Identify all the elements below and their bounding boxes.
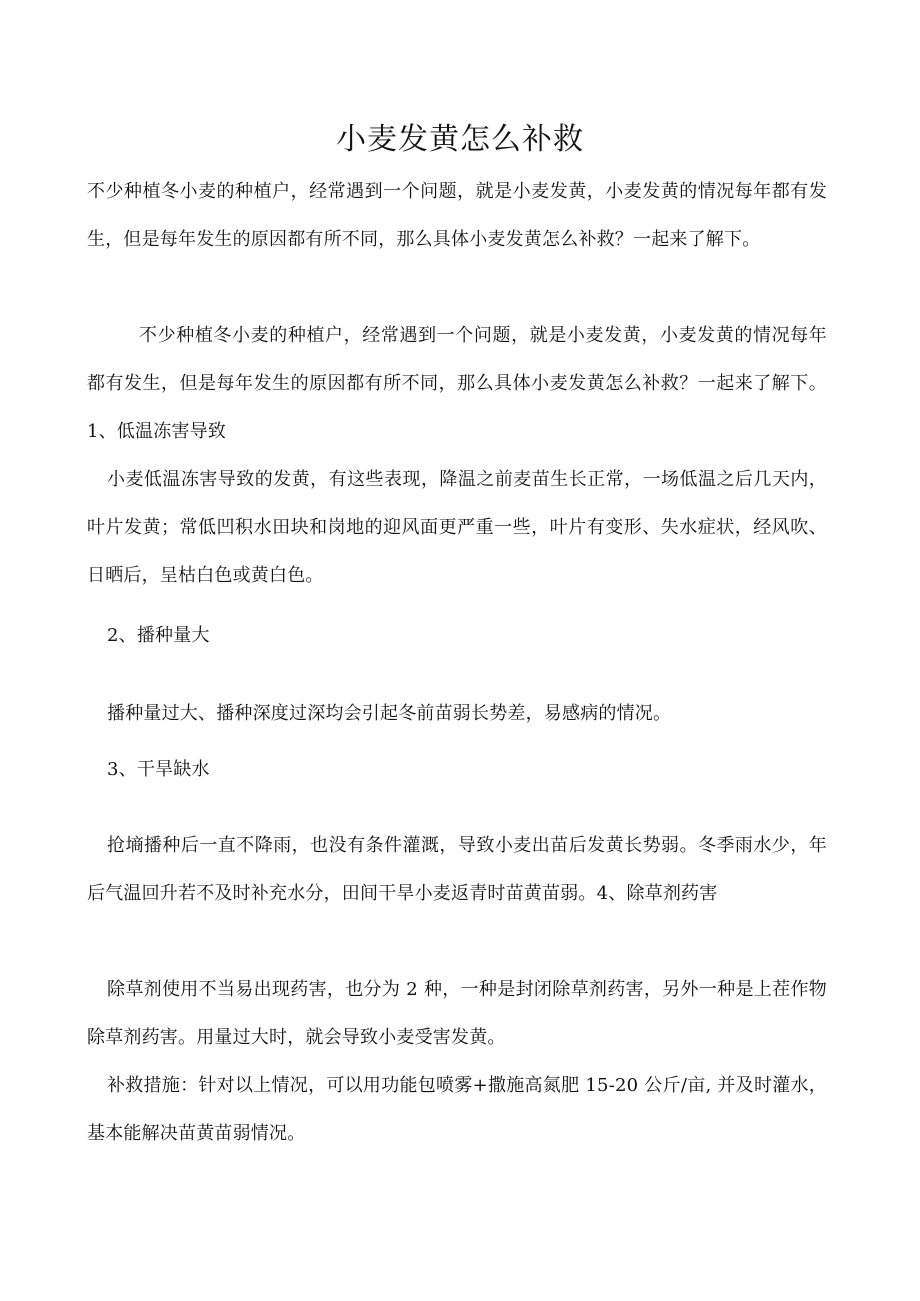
low-temperature-paragraph: 小麦低温冻害导致的发黄，有这些表现，降温之前麦苗生长正常，一场低温之后几天内，叶片发黄；常低凹积水田块和岗地的迎风面更严重一些，叶片有变形、失水症状，经风吹、日晒后，呈枯白色或黄白色。 — [87, 469, 827, 586]
intro-paragraph: 不少种植冬小麦的种植户，经常遇到一个问题，就是小麦发黄，小麦发黄的情况每年都有发生，但是每年发生的原因都有所不同，那么具体小麦发黄怎么补救？一起来了解下。 — [87, 181, 827, 250]
repeated-intro-paragraph: 不少种植冬小麦的种植户，经常遇到一个问题，就是小麦发黄，小麦发黄的情况每年都有发生，但是每年发生的原因都有所不同，那么具体小麦发黄怎么补救？一起来了解下。1、低温冻害导致 — [87, 325, 827, 442]
seeding-rate-paragraph: 播种量过大、播种深度过深均会引起冬前苗弱长势差，易感病的情况。 — [107, 703, 672, 724]
document-title: 小麦发黄怎么补救 — [336, 122, 584, 157]
remedy-paragraph: 补救措施：针对以上情况，可以用功能包喷雾+撒施高氮肥 15-20 公斤/亩, 并及时灌水，基本能解决苗黄苗弱情况。 — [87, 1075, 827, 1144]
herbicide-paragraph: 除草剂使用不当易出现药害，也分为 2 种，一种是封闭除草剂药害，另外一种是上茬作物除草剂药害。用量过大时，就会导致小麦受害发黄。 — [87, 979, 827, 1048]
section-heading-drought: 3、干旱缺水 — [107, 759, 210, 780]
section-heading-seeding-rate: 2、播种量大 — [107, 625, 210, 646]
drought-paragraph: 抢墒播种后一直不降雨，也没有条件灌溉，导致小麦出苗后发黄长势弱。冬季雨水少，年后气温回升若不及时补充水分，田间干旱小麦返青时苗黄苗弱。4、除草剂药害 — [87, 835, 827, 904]
